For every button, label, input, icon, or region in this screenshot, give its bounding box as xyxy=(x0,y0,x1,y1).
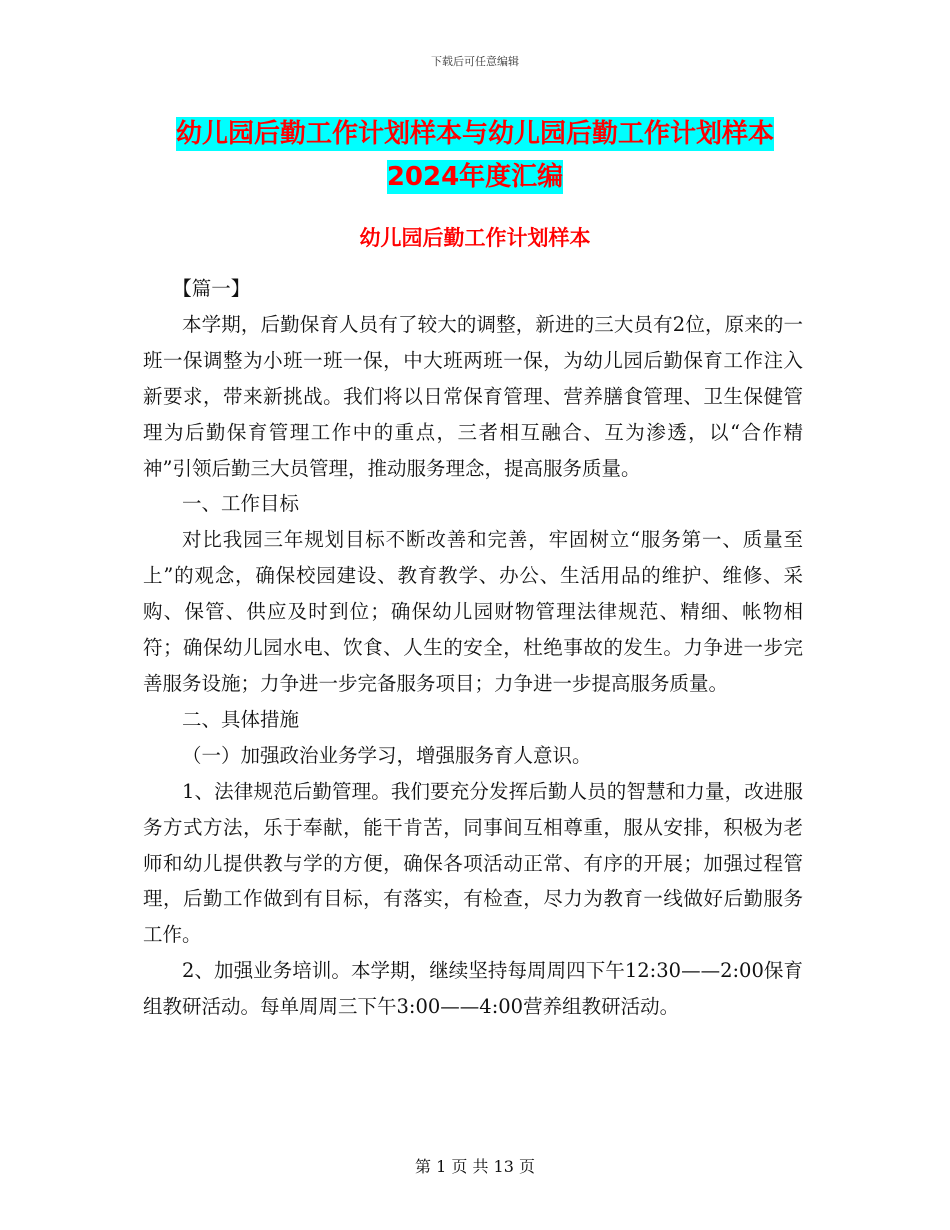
title-line-2-text: 2024年度汇编 xyxy=(386,162,564,192)
subheading-measure-1: （一）加强政治业务学习，增强服务育人意识。 xyxy=(182,743,592,767)
section-title: 幼儿园后勤工作计划样本 xyxy=(359,226,591,250)
paragraph-goals: 对比我园三年规划目标不断改善和完善，牢固树立“服务第一、质量至上”的观念，确保校园建设、教育教学、办公、生活用品的维护、维修、采购、保管、供应及时到位；确保幼儿园财物管理法律规范、精细、帐物相符；确保幼儿园水电、饮食、人生的安全，杜绝事故的发生。力争进一步完善服务设施；力争进一步完备服务项目；力争进一步提高服务质量。 xyxy=(143,528,803,695)
paragraph-intro: 本学期，后勤保育人员有了较大的调整，新进的三大员有2位，原来的一班一保调整为小班一班一保，中大班两班一保，为幼儿园后勤保育工作注入新要求，带来新挑战。我们将以日常保育管理、营养膳食管理、卫生保健管理为后勤保育管理工作中的重点，三者相互融合、互为渗透，以“合作精神”引领后勤三大员管理，推动服务理念，提高服务质量。 xyxy=(143,312,803,480)
heading-work-goals: 一、工作目标 xyxy=(182,492,300,516)
chapter-label: 【篇一】 xyxy=(172,277,251,300)
header-note: 下载后可任意编辑 xyxy=(431,55,519,68)
page-footer: 第 1 页 共 13 页 xyxy=(415,1157,535,1176)
paragraph-measure-1-1: 1、法律规范后勤管理。我们要充分发挥后勤人员的智慧和力量，改进服务方式方法，乐于奉献，能干肯苦，同事间互相尊重，服从安排，积极为老师和幼儿提供教与学的方便，确保各项活动正常、有序的开展；加强过程管理，后勤工作做到有目标，有落实，有检查，尽力为教育一线做好后勤服务工作。 xyxy=(143,779,803,947)
document-title-line-1 xyxy=(0,113,950,150)
document-body xyxy=(143,271,803,1025)
document-title-line-2 xyxy=(0,156,950,193)
title-line-1-text: 幼儿园后勤工作计划样本与幼儿园后勤工作计划样本 xyxy=(175,119,774,149)
paragraph-measure-1-2: 2、加强业务培训。本学期，继续坚持每周周四下午12:30——2:00保育组教研活动。每单周周三下午3:00——4:00营养组教研活动。 xyxy=(143,959,803,1019)
heading-measures: 二、具体措施 xyxy=(182,707,300,731)
